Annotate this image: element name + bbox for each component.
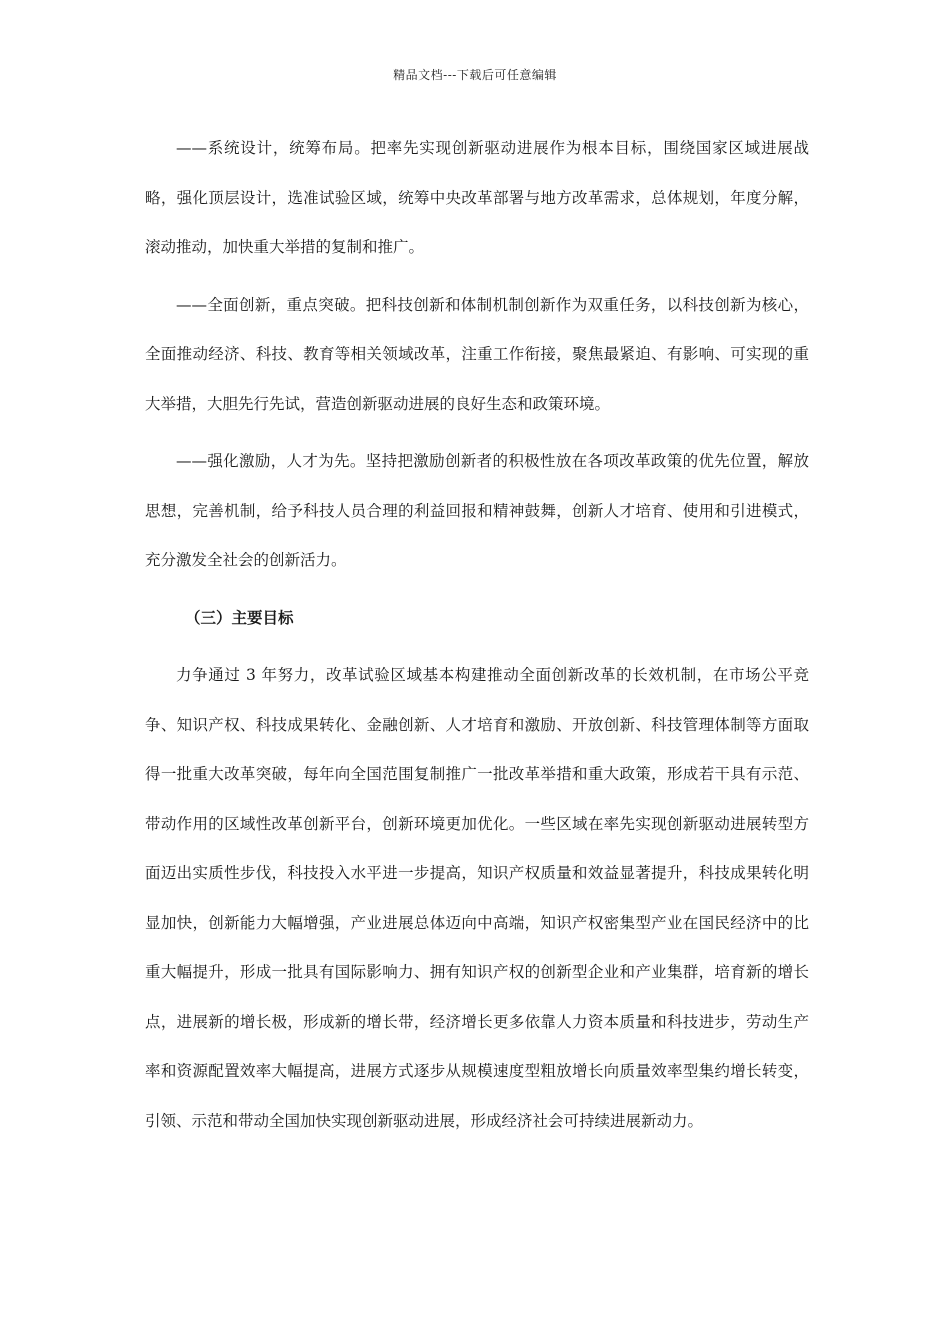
section-heading: （三）主要目标 xyxy=(185,608,294,627)
page-header: 精品文档---下载后可任意编辑 xyxy=(393,68,557,82)
paragraph-main-goals: 力争通过 3 年努力，改革试验区域基本构建推动全面创新改革的长效机制，在市场公平竞争、知识产权、科技成果转化、金融创新、人才培育和激励、开放创新、科技管理体制等方面取得一批重大改革突破，每年向全国范围复制推广一批改革举措和重大政策，形成若干具有示范、带动作用的区域性改革创新平台，创新环境更加优化。一些区域在率先实现创新驱动进展转型方面迈出实质性步伐，科技投入水平进一步提高，知识产权质量和效益显著提升，科技成果转化明显加快，创新能力大幅增强，产业进展总体迈向中高端，知识产权密集型产业在国民经济中的比重大幅提升，形成一批具有国际影响力、拥有知识产权的创新型企业和产业集群，培育新的增长点，进展新的增长极，形成新的增长带，经济增长更多依靠人力资本质量和科技进步，劳动生产率和资源配置效率大幅提高，进展方式逐步从规模速度型粗放增长向质量效率型集约增长转变，引领、示范和带动全国加快实现创新驱动进展，形成经济社会可持续进展新动力。 xyxy=(145,666,809,1130)
paragraph-incentives-talent: ——强化激励，人才为先。坚持把激励创新者的积极性放在各项改革政策的优先位置，解放思想，完善机制，给予科技人员合理的利益回报和精神鼓舞，创新人才培育、使用和引进模式，充分激发全社会的创新活力。 xyxy=(145,452,809,569)
paragraph-comprehensive-innovation: ——全面创新，重点突破。把科技创新和体制机制创新作为双重任务，以科技创新为核心，全面推动经济、科技、教育等相关领域改革，注重工作衔接，聚焦最紧迫、有影响、可实现的重大举措，大胆先行先试，营造创新驱动进展的良好生态和政策环境。 xyxy=(145,295,809,413)
paragraph-system-design: ——系统设计，统筹布局。把率先实现创新驱动进展作为根本目标，围绕国家区域进展战略，强化顶层设计，选准试验区域，统筹中央改革部署与地方改革需求，总体规划，年度分解，滚动推动，加快重大举措的复制和推广。 xyxy=(145,139,809,256)
document-body xyxy=(145,124,809,1154)
